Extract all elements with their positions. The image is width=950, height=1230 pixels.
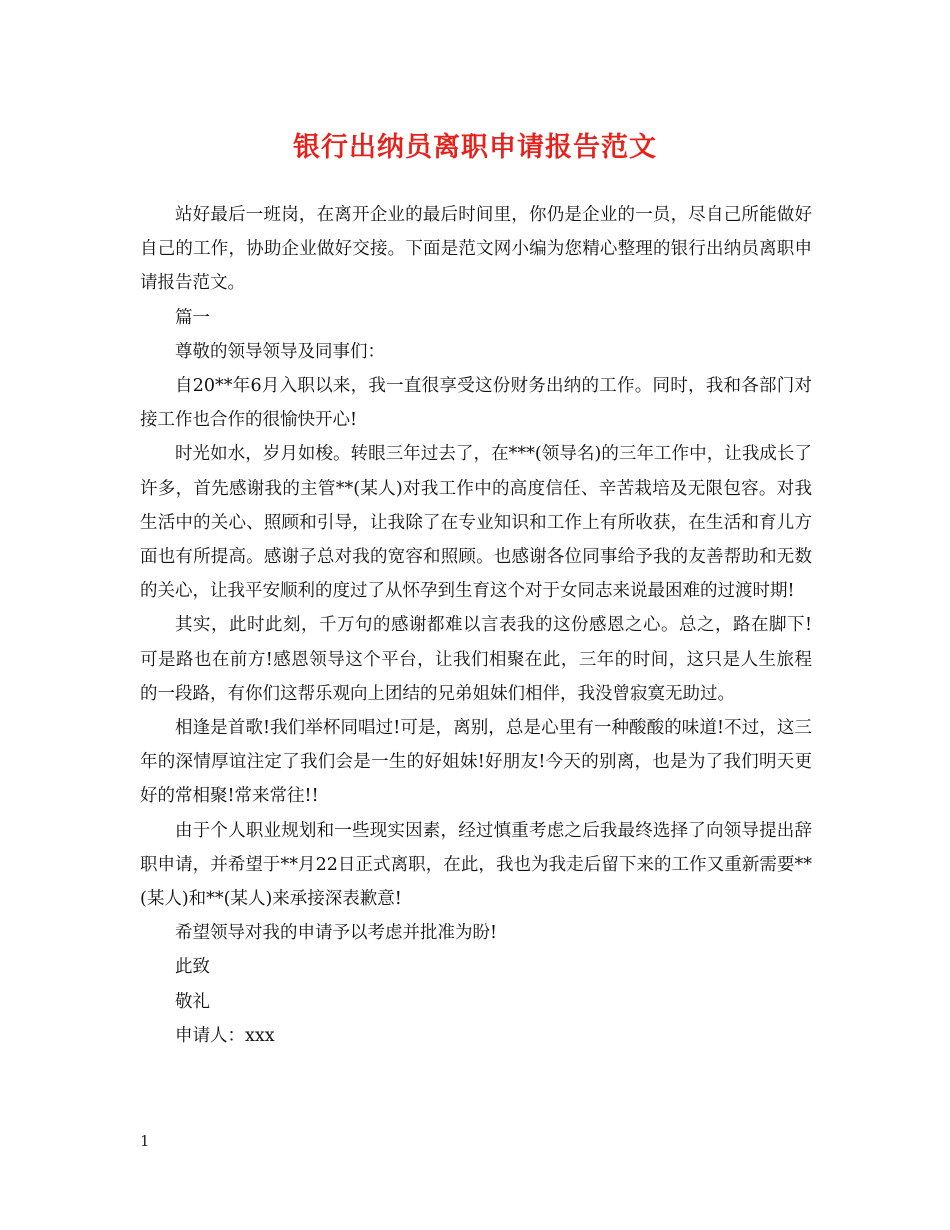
body-paragraph: 相逢是首歌!我们举杯同唱过!可是，离别，总是心里有一种酸酸的味道!不过，这三年的深情厚谊注定了我们会是一生的好姐妹!好朋友!今天的别离，也是为了我们明天更好的常相聚!常来常往!! xyxy=(140,718,812,807)
salutation: 尊敬的领导领导及同事们： xyxy=(175,341,385,362)
document-body xyxy=(140,198,812,1053)
closing-request: 希望领导对我的申请予以考虑并批准为盼! xyxy=(175,923,498,944)
body-paragraph: 时光如水，岁月如梭。转眼三年过去了，在***(领导名)的三年工作中，让我成长了许多，首先感谢我的主管**(某人)对我工作中的高度信任、辛苦栽培及无限包容。对我生活中的关心、照顾和引导，让我除了在专业知识和工作上有所收获，在生活和育儿方面也有所提高。感谢子总对我的宽容和照顾。也感谢各位同事给予我的友善帮助和无数的关心，让我平安顺利的度过了从怀孕到生育这个对于女同志来说最困难的过渡时期! xyxy=(140,444,812,602)
body-paragraph: 由于个人职业规划和一些现实因素，经过慎重考虑之后我最终选择了向领导提出辞职申请，并希望于**月22日正式离职，在此，我也为我走后留下来的工作又重新需要**(某人)和**(某人)来承接深表歉意! xyxy=(140,820,812,910)
closing-regards: 敬礼 xyxy=(175,991,210,1012)
section-heading: 篇一 xyxy=(175,307,210,328)
page-number: 1 xyxy=(140,1132,150,1150)
applicant-signature: 申请人：xxx xyxy=(175,1025,275,1046)
body-paragraph: 其实，此时此刻，千万句的感谢都难以言表我的这份感恩之心。总之，路在脚下!可是路也在前方!感恩领导这个平台，让我们相聚在此，三年的时间，这只是人生旅程的一段路，有你们这帮乐观向上团结的兄弟姐妹们相伴，我没曾寂寞无助过。 xyxy=(140,615,812,704)
document-title: 银行出纳员离职申请报告范文 xyxy=(293,132,657,163)
body-paragraph: 自20**年6月入职以来，我一直很享受这份财务出纳的工作。同时，我和各部门对接工作也合作的很愉快开心! xyxy=(140,376,812,431)
closing-line: 此致 xyxy=(175,957,210,978)
intro-paragraph: 站好最后一班岗，在离开企业的最后时间里，你仍是企业的一员，尽自己所能做好自己的工作，协助企业做好交接。下面是范文网小编为您精心整理的银行出纳员离职申请报告范文。 xyxy=(140,205,812,294)
